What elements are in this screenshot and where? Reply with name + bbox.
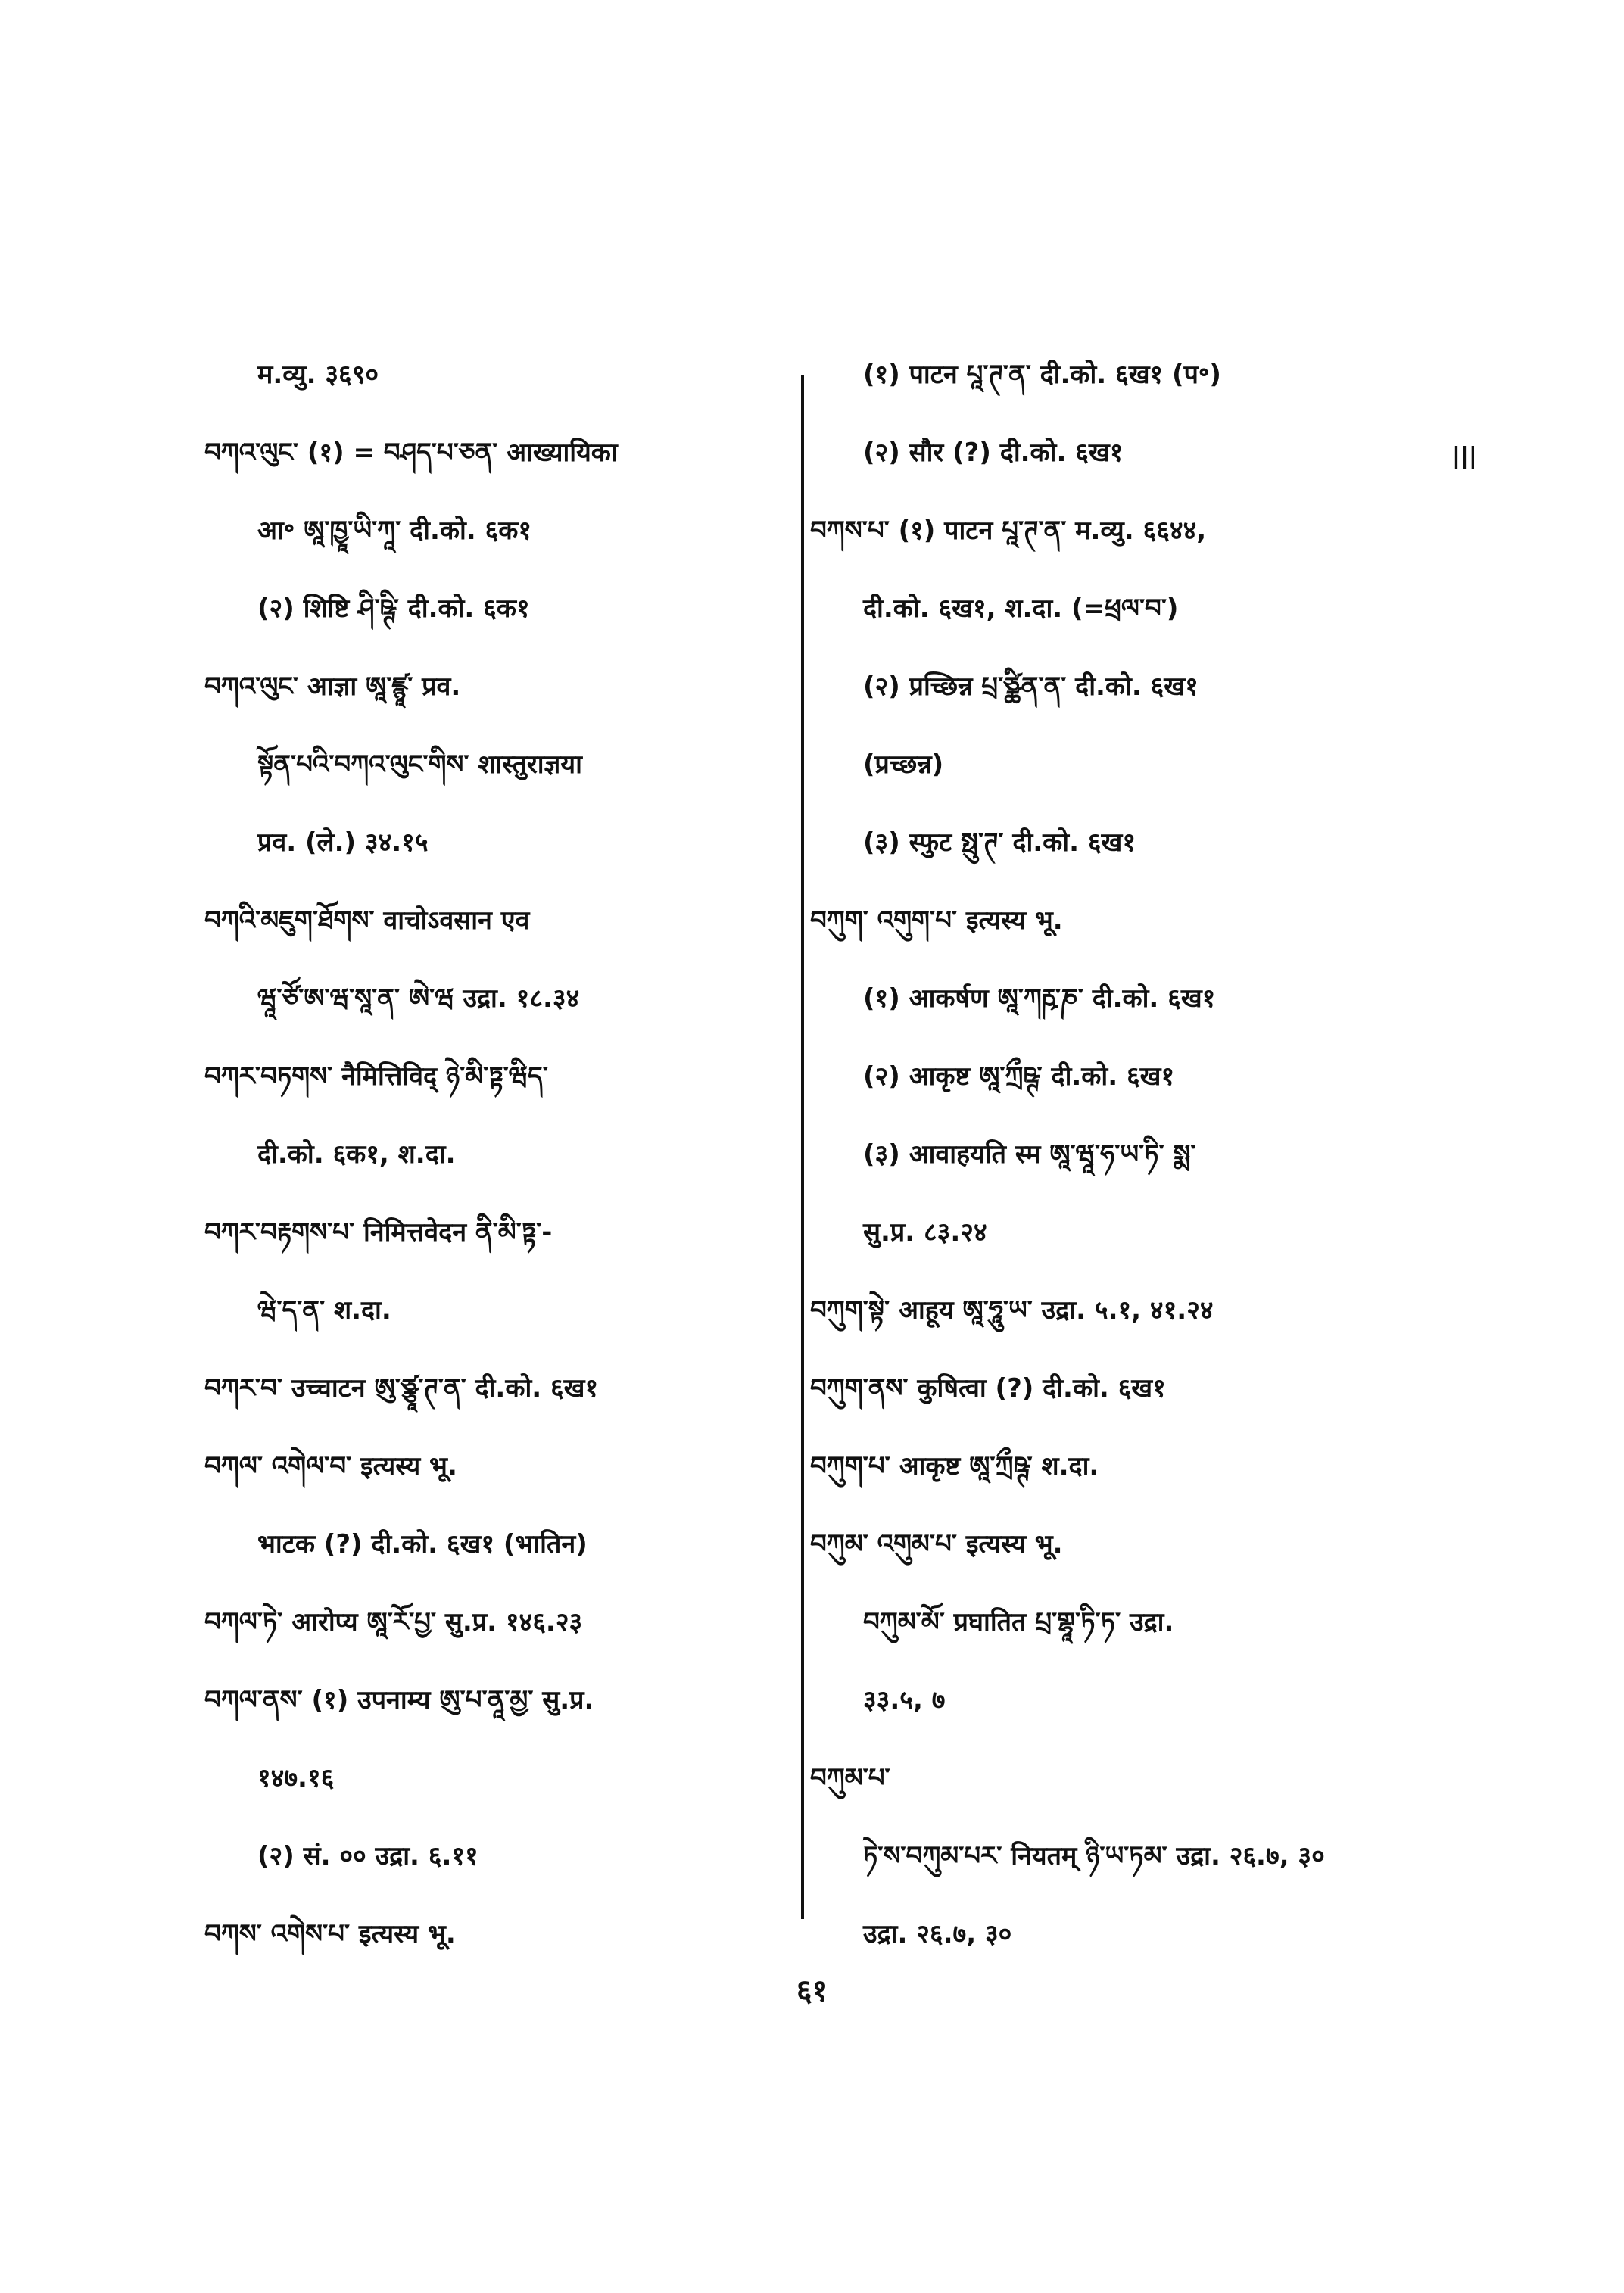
entry-line: བཀུམ་པ་ [810, 1763, 890, 1793]
entry-line: བཀུག་ འགུག་པ་ इत्यस्य भू. [810, 905, 1063, 936]
entry-line: (२) प्रच्छिन्न པྲ་ཙྪིན་ན་ दी.को. ६ख१ [863, 671, 1199, 702]
entry-line: བཀལ་ནས་ (१) उपनाम्य ཨུ་པ་ནཱ་མྱ་ सु.प्र. [204, 1685, 594, 1715]
entry-line: ཝཱ་ཙོ་ཨ་ཝ་སཱ་ན་ ཨེ་ཝ उद्रा. १८.३४ [257, 983, 580, 1014]
entry-line: (२) सं. ०० उद्रा. ६.११ [257, 1841, 478, 1871]
entry-line: བཀུག་པ་ आकृष्ट ཨཱ་ཀྲྀཥྚ་ श.दा. [810, 1451, 1099, 1481]
entry-line: བཀས་ འགེས་པ་ इत्यस्य भू. [204, 1919, 456, 1949]
page-number: ६१ [796, 1974, 828, 2008]
entry-line: प्रव. (ले.) ३४.१५ [257, 827, 429, 858]
entry-line: दी.को. ६क१, श.दा. [257, 1139, 456, 1170]
entry-line: (२) सौर (?) दी.को. ६ख१ [863, 438, 1124, 468]
entry-line: (३) स्फुट སྥུ་ཊ་ दी.को. ६ख१ [863, 827, 1136, 858]
entry-line: ३३.५, ७ [863, 1685, 946, 1715]
entry-line: (२) आकृष्ट ཨཱ་ཀྲྀཥྚ་ दी.को. ६ख१ [863, 1061, 1175, 1092]
entry-line: (३) आवाहयति स्म ཨཱ་ཝཱ་ཧ་ཡ་ཏི་ སྨ་ [863, 1139, 1196, 1170]
entry-line: བཀལ་ཏེ་ आरोप्य ཨཱ་རོ་པྱ་ सु.प्र. १४६.२३ [204, 1607, 583, 1637]
entry-line: བཀར་བ་ उच्चाटन ཨུ་ཙྩཱ་ཊ་ན་ दी.को. ६ख१ [204, 1373, 599, 1404]
entry-line: བཀའ་ལུང་ (१) = བཤད་པ་ཅན་ आख्यायिका [204, 438, 618, 468]
entry-line: བཀར་བཏགས་ नैमित्तिविद् ཉེ་མི་ཏྟ་ཝིད་ [204, 1061, 548, 1092]
entry-line: བཀའི་མཇུག་ཐོགས་ वाचोऽवसान एव [204, 905, 530, 936]
entry-line: (१) आकर्षण ཨཱ་ཀརྵ་ཎ་ दी.को. ६ख१ [863, 983, 1216, 1014]
entry-line: ཝེ་ད་ན་ श.दा. [257, 1295, 391, 1326]
entry-line: सु.प्र. ८३.२४ [863, 1217, 987, 1248]
entry-line: भाटक (?) दी.को. ६ख१ (भातिन) [257, 1529, 588, 1559]
entry-line: བཀུག་སྟེ་ आहूय ཨཱ་ཧཱུ་ཡ་ उद्रा. ५.१, ४१.२४ [810, 1295, 1214, 1326]
entry-line: བཀས་པ་ (१) पाटन པཱ་ཊ་ན་ म.व्यु. ६६४४, [810, 516, 1207, 546]
entry-line: བཀལ་ འགེལ་བ་ इत्यस्य भू. [204, 1451, 457, 1481]
entry-line: १४७.१६ [257, 1763, 335, 1793]
column-divider [801, 375, 804, 1919]
entry-line: (१) पाटन པཱ་ཊ་ན་ दी.को. ६ख१ (प॰) [863, 360, 1221, 390]
entry-line: दी.को. ६ख१, श.दा. (=ཕྲལ་བ་) [863, 594, 1179, 624]
entry-line: བཀུག་ནས་ कुषित्वा (?) दी.को. ६ख१ [810, 1373, 1166, 1404]
entry-line: आ॰ ཨཱ་ཁྱཱ་ཡི་ཀཱ་ दी.को. ६क१ [257, 516, 532, 546]
entry-line: བཀུམ་མོ་ प्रघातित པྲ་གྷཱ་ཏི་ཏ་ उद्रा. [863, 1607, 1174, 1637]
entry-line: उद्रा. २६.७, ३० [863, 1919, 1012, 1949]
margin-mark: ||| [1452, 443, 1477, 469]
entry-line: (२) शिष्टि ཤི་ཥྚི་ दी.को. ६क१ [257, 594, 530, 624]
entry-line: म.व्यु. ३६९० [257, 360, 379, 390]
entry-line: ཏེ་ས་བཀུམ་པར་ नियतम् ཉི་ཡ་ཏམ་ उद्रा. २६.७, ३० [863, 1841, 1325, 1871]
entry-line: (प्रच्छन्न) [863, 749, 944, 780]
entry-line: བཀར་བརྟགས་པ་ निमित्तवेदन ནི་མི་ཏྟ་- [204, 1217, 553, 1248]
entry-line: བཀུམ་ འགུམ་པ་ इत्यस्य भू. [810, 1529, 1063, 1559]
entry-line: སྟོན་པའི་བཀའ་ལུང་གིས་ शास्तुराज्ञया [257, 749, 582, 780]
entry-line: བཀའ་ལུང་ आज्ञा ཨཱ་ཛྙཱ་ प्रव. [204, 671, 461, 702]
